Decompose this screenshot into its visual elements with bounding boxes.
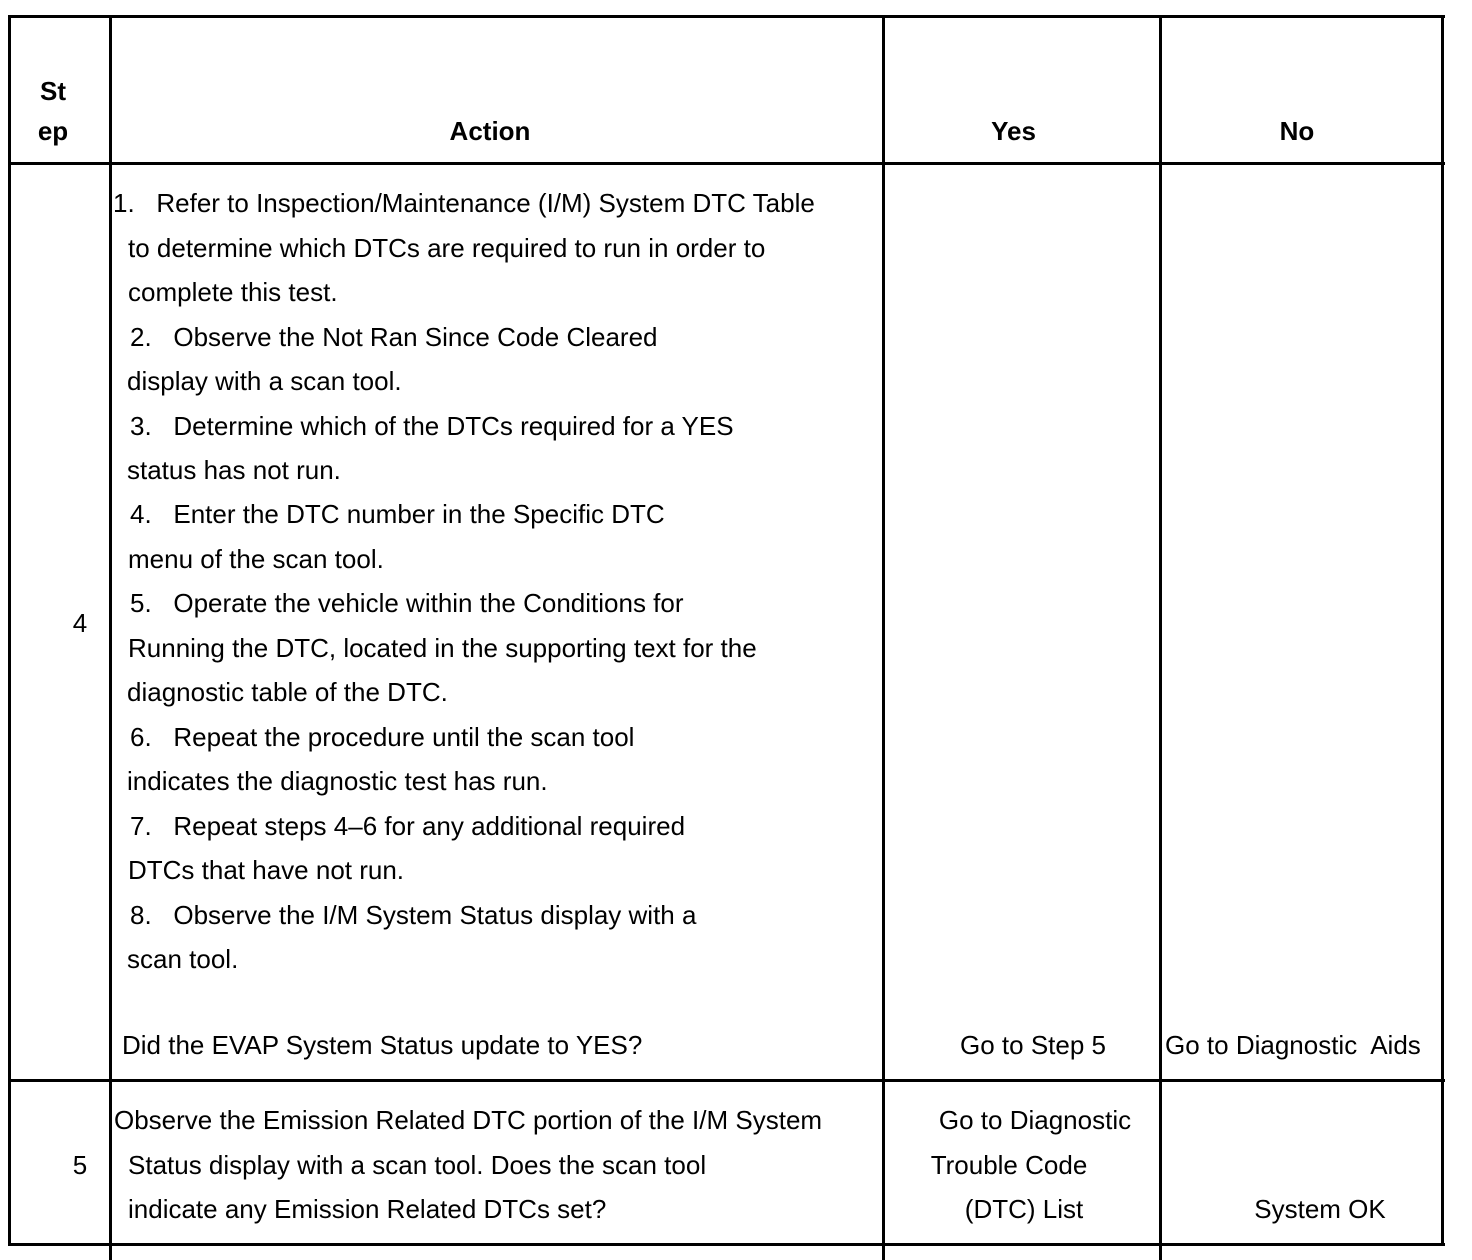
table-border-left xyxy=(8,15,11,1246)
header-step-line2: ep xyxy=(37,116,69,146)
action-line: diagnostic table of the DTC. xyxy=(127,677,448,707)
step-number: 4 xyxy=(72,608,88,638)
column-divider-yes xyxy=(1159,15,1162,1260)
table-border-right xyxy=(1441,15,1444,1246)
action-line: indicates the diagnostic test has run. xyxy=(127,766,548,796)
header-step-line1: St xyxy=(40,76,66,106)
action-line: Status display with a scan tool. Does the scan tool xyxy=(128,1150,707,1180)
header-yes: Yes xyxy=(991,116,1036,146)
action-question: Did the EVAP System Status update to YES? xyxy=(122,1030,643,1060)
action-line: Observe the Emission Related DTC portion of the I/M System xyxy=(114,1105,823,1135)
yes-result-line: Go to Diagnostic xyxy=(938,1105,1132,1135)
action-line: 6. Repeat the procedure until the scan tool xyxy=(130,722,635,752)
action-line: 3. Determine which of the DTCs required for a YES xyxy=(130,411,734,441)
header-action: Action xyxy=(449,116,531,146)
action-line: DTCs that have not run. xyxy=(128,855,405,885)
action-line: 5. Operate the vehicle within the Conditions for xyxy=(130,588,684,618)
step-number: 5 xyxy=(72,1150,88,1180)
row-divider xyxy=(8,1079,1445,1082)
yes-result: Go to Step 5 xyxy=(960,1030,1106,1060)
action-line: menu of the scan tool. xyxy=(128,544,384,574)
table-border-bottom xyxy=(8,1243,1445,1246)
action-line: 8. Observe the I/M System Status display with a xyxy=(130,900,697,930)
action-line: to determine which DTCs are required to run in order to xyxy=(128,233,766,263)
header-divider xyxy=(8,162,1445,165)
column-divider-action xyxy=(882,15,885,1260)
action-line: Running the DTC, located in the supporting text for the xyxy=(128,633,757,663)
no-result: Go to Diagnostic Aids xyxy=(1165,1030,1421,1060)
yes-result-line: (DTC) List xyxy=(964,1194,1084,1224)
action-line: complete this test. xyxy=(128,277,338,307)
table-border-top xyxy=(8,15,1445,18)
yes-result-line: Trouble Code xyxy=(930,1150,1088,1180)
action-line: 2. Observe the Not Ran Since Code Cleared xyxy=(130,322,658,352)
action-line: 1. Refer to Inspection/Maintenance (I/M) System DTC Table xyxy=(113,188,815,218)
action-line: status has not run. xyxy=(127,455,341,485)
action-line: 7. Repeat steps 4–6 for any additional required xyxy=(130,811,686,841)
action-line: scan tool. xyxy=(127,944,239,974)
action-line: display with a scan tool. xyxy=(127,366,402,396)
no-result: System OK xyxy=(1254,1194,1386,1224)
header-no: No xyxy=(1279,116,1315,146)
action-line: indicate any Emission Related DTCs set? xyxy=(128,1194,607,1224)
action-line: 4. Enter the DTC number in the Specific DTC xyxy=(130,499,665,529)
